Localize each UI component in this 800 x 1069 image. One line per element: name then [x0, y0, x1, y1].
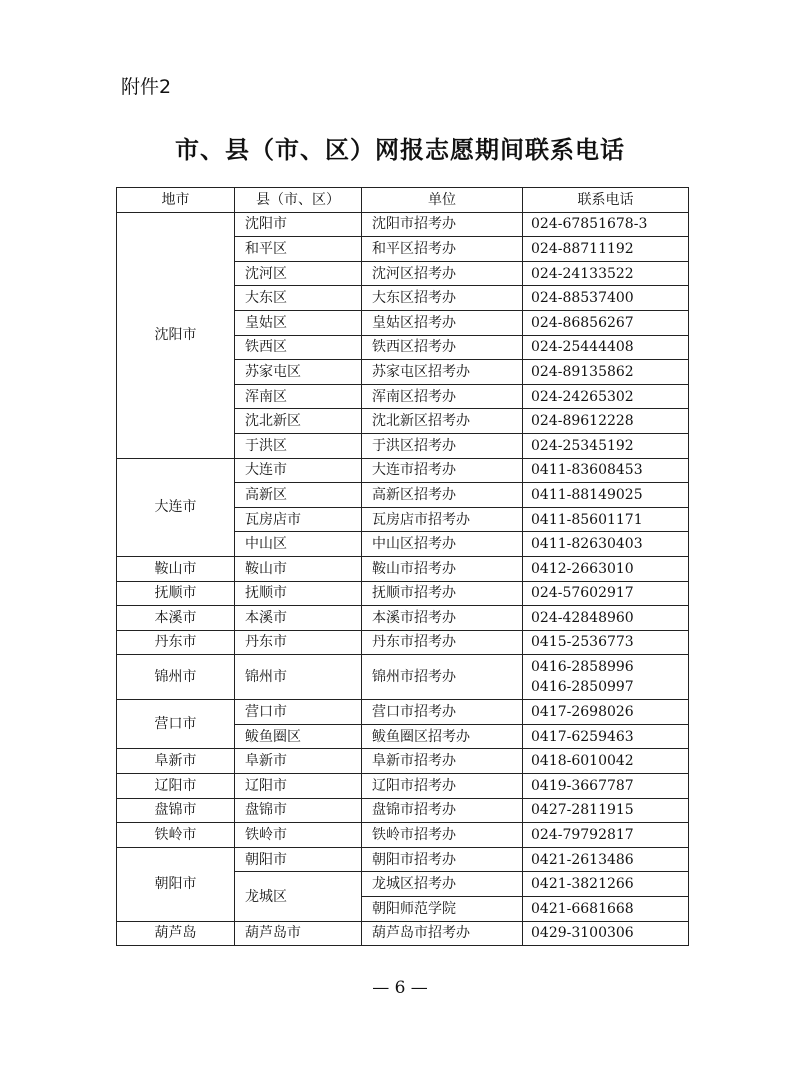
- cell-county: 龙城区: [235, 872, 362, 921]
- table-row: [117, 212, 689, 237]
- cell-county: 铁西区: [235, 335, 362, 360]
- cell-county: 营口市: [235, 700, 362, 725]
- phone-number: 0416-2850997: [531, 679, 634, 696]
- cell-phone: [523, 655, 689, 700]
- phone-number: 0411-85601171: [531, 511, 643, 528]
- cell-unit: 本溪市招考办: [362, 606, 523, 631]
- cell-unit: 沈河区招考办: [362, 261, 523, 286]
- cell-unit: 高新区招考办: [362, 483, 523, 508]
- cell-unit: 和平区招考办: [362, 237, 523, 262]
- phone-number: 0418-6010042: [531, 753, 634, 770]
- cell-county: 大东区: [235, 286, 362, 311]
- phone-number: 0416-2858996: [531, 659, 634, 676]
- cell-county: 沈北新区: [235, 409, 362, 434]
- cell-city: 丹东市: [117, 630, 235, 655]
- cell-unit: 鲅鱼圈区招考办: [362, 724, 523, 749]
- phone-number: 024-25345192: [531, 437, 634, 454]
- cell-phone: [523, 335, 689, 360]
- cell-unit: 朝阳师范学院: [362, 897, 523, 922]
- cell-city: 葫芦岛: [117, 921, 235, 946]
- cell-unit: 于洪区招考办: [362, 433, 523, 458]
- cell-city: 鞍山市: [117, 556, 235, 581]
- cell-unit: 龙城区招考办: [362, 872, 523, 897]
- cell-phone: [523, 774, 689, 799]
- cell-county: 阜新市: [235, 749, 362, 774]
- cell-phone: [523, 921, 689, 946]
- cell-city: 营口市: [117, 700, 235, 749]
- phone-number: 0419-3667787: [531, 777, 634, 794]
- cell-county: 辽阳市: [235, 774, 362, 799]
- cell-phone: [523, 798, 689, 823]
- cell-phone: [523, 847, 689, 872]
- cell-county: 鞍山市: [235, 556, 362, 581]
- cell-phone: [523, 700, 689, 725]
- cell-city: 辽阳市: [117, 774, 235, 799]
- cell-unit: 苏家屯区招考办: [362, 360, 523, 385]
- cell-unit: 铁岭市招考办: [362, 823, 523, 848]
- table-row: [117, 606, 689, 631]
- phone-number: 0421-6681668: [531, 900, 634, 917]
- contacts-table: [116, 187, 689, 946]
- header-city: 地市: [117, 188, 235, 213]
- cell-phone: [523, 458, 689, 483]
- cell-city: 本溪市: [117, 606, 235, 631]
- phone-number: 0421-3821266: [531, 876, 634, 893]
- table-row: [117, 458, 689, 483]
- cell-city: 抚顺市: [117, 581, 235, 606]
- cell-phone: [523, 409, 689, 434]
- cell-phone: [523, 872, 689, 897]
- cell-city: 铁岭市: [117, 823, 235, 848]
- cell-phone: [523, 556, 689, 581]
- cell-county: 盘锦市: [235, 798, 362, 823]
- phone-number: 024-24133522: [531, 265, 634, 282]
- cell-phone: [523, 310, 689, 335]
- cell-unit: 丹东市招考办: [362, 630, 523, 655]
- phone-number: 024-57602917: [531, 585, 634, 602]
- page-title: 市、县（市、区）网报志愿期间联系电话: [175, 135, 625, 164]
- table-body: [117, 212, 689, 946]
- cell-unit: 营口市招考办: [362, 700, 523, 725]
- cell-phone: [523, 897, 689, 922]
- phone-number: 0417-2698026: [531, 704, 634, 721]
- table-row: [117, 556, 689, 581]
- cell-unit: 盘锦市招考办: [362, 798, 523, 823]
- cell-city: 锦州市: [117, 655, 235, 700]
- cell-county: 沈河区: [235, 261, 362, 286]
- phone-number: 024-67851678-3: [531, 216, 648, 233]
- table-row: [117, 655, 689, 700]
- cell-phone: [523, 724, 689, 749]
- cell-county: 大连市: [235, 458, 362, 483]
- phone-number: 0421-2613486: [531, 851, 634, 868]
- attachment-label: 附件2: [121, 76, 172, 98]
- table-row: [117, 798, 689, 823]
- cell-phone: [523, 384, 689, 409]
- phone-number: 024-86856267: [531, 314, 634, 331]
- cell-county: 于洪区: [235, 433, 362, 458]
- cell-city: 大连市: [117, 458, 235, 556]
- cell-county: 皇姑区: [235, 310, 362, 335]
- cell-county: 沈阳市: [235, 212, 362, 237]
- phone-number: 024-89135862: [531, 363, 634, 380]
- cell-phone: [523, 606, 689, 631]
- cell-unit: 铁西区招考办: [362, 335, 523, 360]
- cell-city: 沈阳市: [117, 212, 235, 458]
- cell-phone: [523, 433, 689, 458]
- cell-county: 中山区: [235, 532, 362, 557]
- table-row: [117, 749, 689, 774]
- cell-unit: 阜新市招考办: [362, 749, 523, 774]
- table-row: [117, 581, 689, 606]
- cell-county: 铁岭市: [235, 823, 362, 848]
- cell-unit: 皇姑区招考办: [362, 310, 523, 335]
- cell-unit: 锦州市招考办: [362, 655, 523, 700]
- phone-number: 0411-83608453: [531, 462, 643, 479]
- cell-county: 鲅鱼圈区: [235, 724, 362, 749]
- cell-unit: 中山区招考办: [362, 532, 523, 557]
- cell-county: 高新区: [235, 483, 362, 508]
- cell-city: 阜新市: [117, 749, 235, 774]
- cell-county: 抚顺市: [235, 581, 362, 606]
- page-number: — 6 —: [372, 978, 428, 998]
- cell-phone: [523, 749, 689, 774]
- cell-city: 盘锦市: [117, 798, 235, 823]
- cell-unit: 沈北新区招考办: [362, 409, 523, 434]
- cell-unit: 抚顺市招考办: [362, 581, 523, 606]
- phone-number: 0412-2663010: [531, 560, 634, 577]
- cell-unit: 辽阳市招考办: [362, 774, 523, 799]
- phone-number: 024-42848960: [531, 609, 634, 626]
- cell-county: 朝阳市: [235, 847, 362, 872]
- phone-number: 0415-2536773: [531, 634, 634, 651]
- cell-phone: [523, 823, 689, 848]
- phone-number: 024-25444408: [531, 339, 634, 356]
- cell-phone: [523, 581, 689, 606]
- cell-county: 浑南区: [235, 384, 362, 409]
- cell-county: 丹东市: [235, 630, 362, 655]
- header-unit: 单位: [362, 188, 523, 213]
- header-phone: 联系电话: [523, 188, 689, 213]
- cell-phone: [523, 507, 689, 532]
- cell-county: 苏家屯区: [235, 360, 362, 385]
- cell-unit: 大连市招考办: [362, 458, 523, 483]
- phone-number: 024-89612228: [531, 413, 634, 430]
- cell-unit: 浑南区招考办: [362, 384, 523, 409]
- cell-unit: 朝阳市招考办: [362, 847, 523, 872]
- cell-phone: [523, 483, 689, 508]
- table-row: [117, 774, 689, 799]
- phone-number: 024-88537400: [531, 290, 634, 307]
- cell-county: 葫芦岛市: [235, 921, 362, 946]
- cell-phone: [523, 261, 689, 286]
- cell-unit: 大东区招考办: [362, 286, 523, 311]
- table-row: [117, 630, 689, 655]
- phone-number: 0427-2811915: [531, 802, 634, 819]
- cell-phone: [523, 212, 689, 237]
- cell-unit: 葫芦岛市招考办: [362, 921, 523, 946]
- cell-phone: [523, 360, 689, 385]
- cell-unit: 鞍山市招考办: [362, 556, 523, 581]
- cell-county: 瓦房店市: [235, 507, 362, 532]
- cell-county: 本溪市: [235, 606, 362, 631]
- table-row: [117, 700, 689, 725]
- cell-unit: 瓦房店市招考办: [362, 507, 523, 532]
- phone-number: 0411-82630403: [531, 536, 643, 553]
- cell-county: 和平区: [235, 237, 362, 262]
- header-county: 县（市、区）: [235, 188, 362, 213]
- cell-phone: [523, 532, 689, 557]
- phone-number: 0411-88149025: [531, 486, 643, 503]
- table-row: [117, 921, 689, 946]
- phone-number: 024-88711192: [531, 240, 634, 257]
- table-row: [117, 847, 689, 872]
- table-header-row: [117, 188, 689, 213]
- cell-unit: 沈阳市招考办: [362, 212, 523, 237]
- cell-city: 朝阳市: [117, 847, 235, 921]
- cell-phone: [523, 630, 689, 655]
- cell-phone: [523, 237, 689, 262]
- phone-number: 024-24265302: [531, 388, 634, 405]
- phone-number: 024-79792817: [531, 827, 634, 844]
- table-row: [117, 823, 689, 848]
- phone-number: 0429-3100306: [531, 925, 634, 942]
- cell-phone: [523, 286, 689, 311]
- phone-number: 0417-6259463: [531, 728, 634, 745]
- cell-county: 锦州市: [235, 655, 362, 700]
